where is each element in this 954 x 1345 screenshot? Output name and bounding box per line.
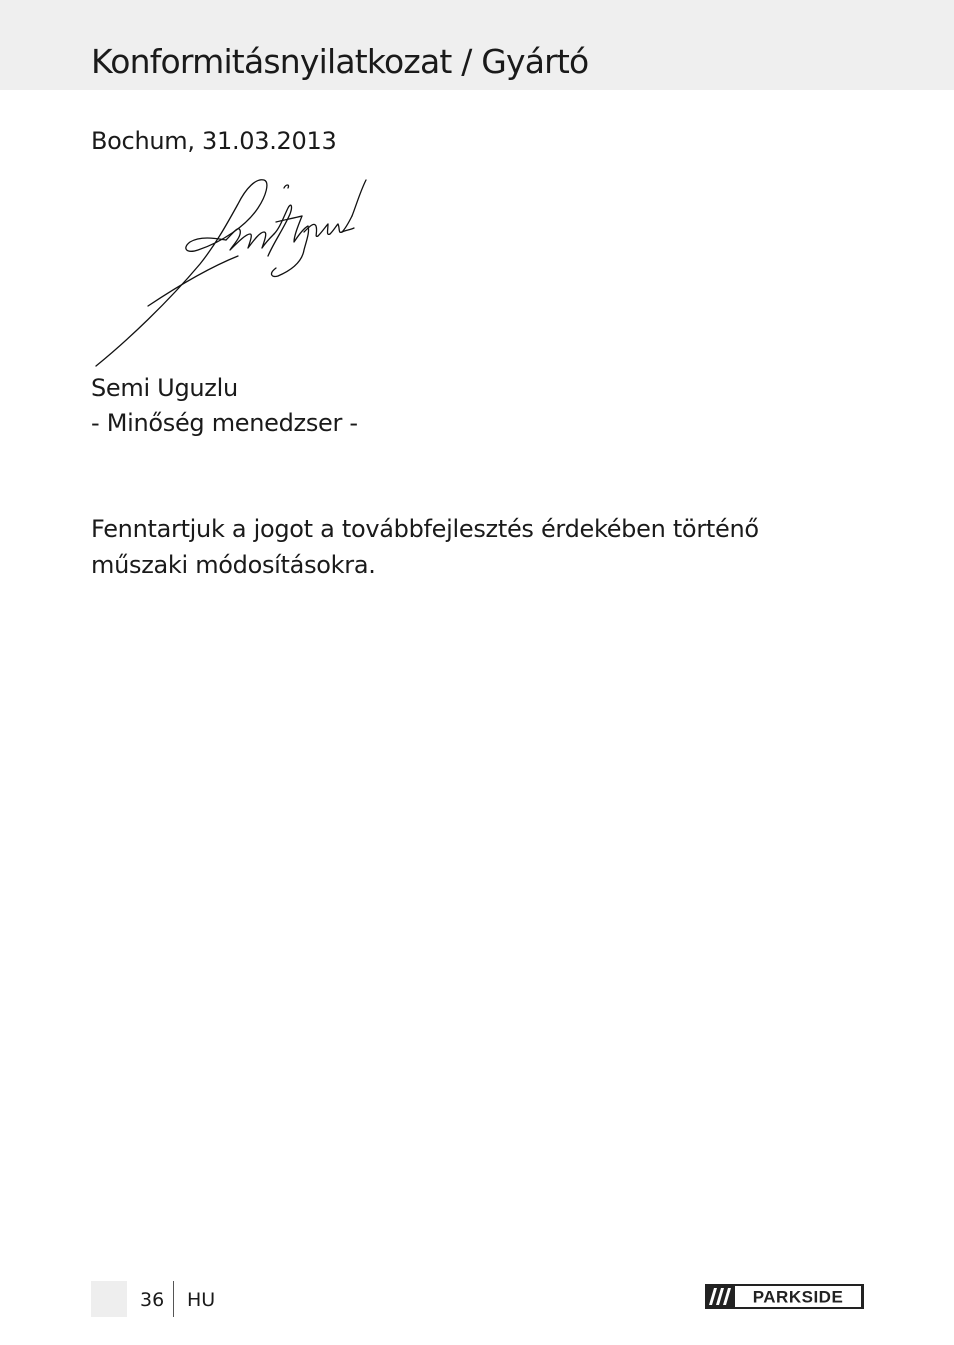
parkside-logo: [705, 1284, 864, 1309]
signature: [88, 170, 378, 375]
page-number: 36: [140, 1289, 165, 1311]
place-date: Bochum, 31.03.2013: [91, 127, 337, 155]
footer-divider: [173, 1281, 174, 1317]
notice-text: Fenntartjuk a jogot a továbbfejlesztés érdekében történő műszaki módosításokra.: [91, 515, 759, 579]
language-code: HU: [187, 1289, 216, 1311]
signer-name: Semi Uguzlu: [91, 374, 238, 402]
logo-wordmark: PARKSIDE: [752, 1287, 844, 1307]
page-title: Konformitásnyilatkozat / Gyártó: [91, 42, 589, 81]
signer-role: - Minőség menedzser -: [91, 409, 358, 437]
footer-box: [91, 1281, 127, 1317]
